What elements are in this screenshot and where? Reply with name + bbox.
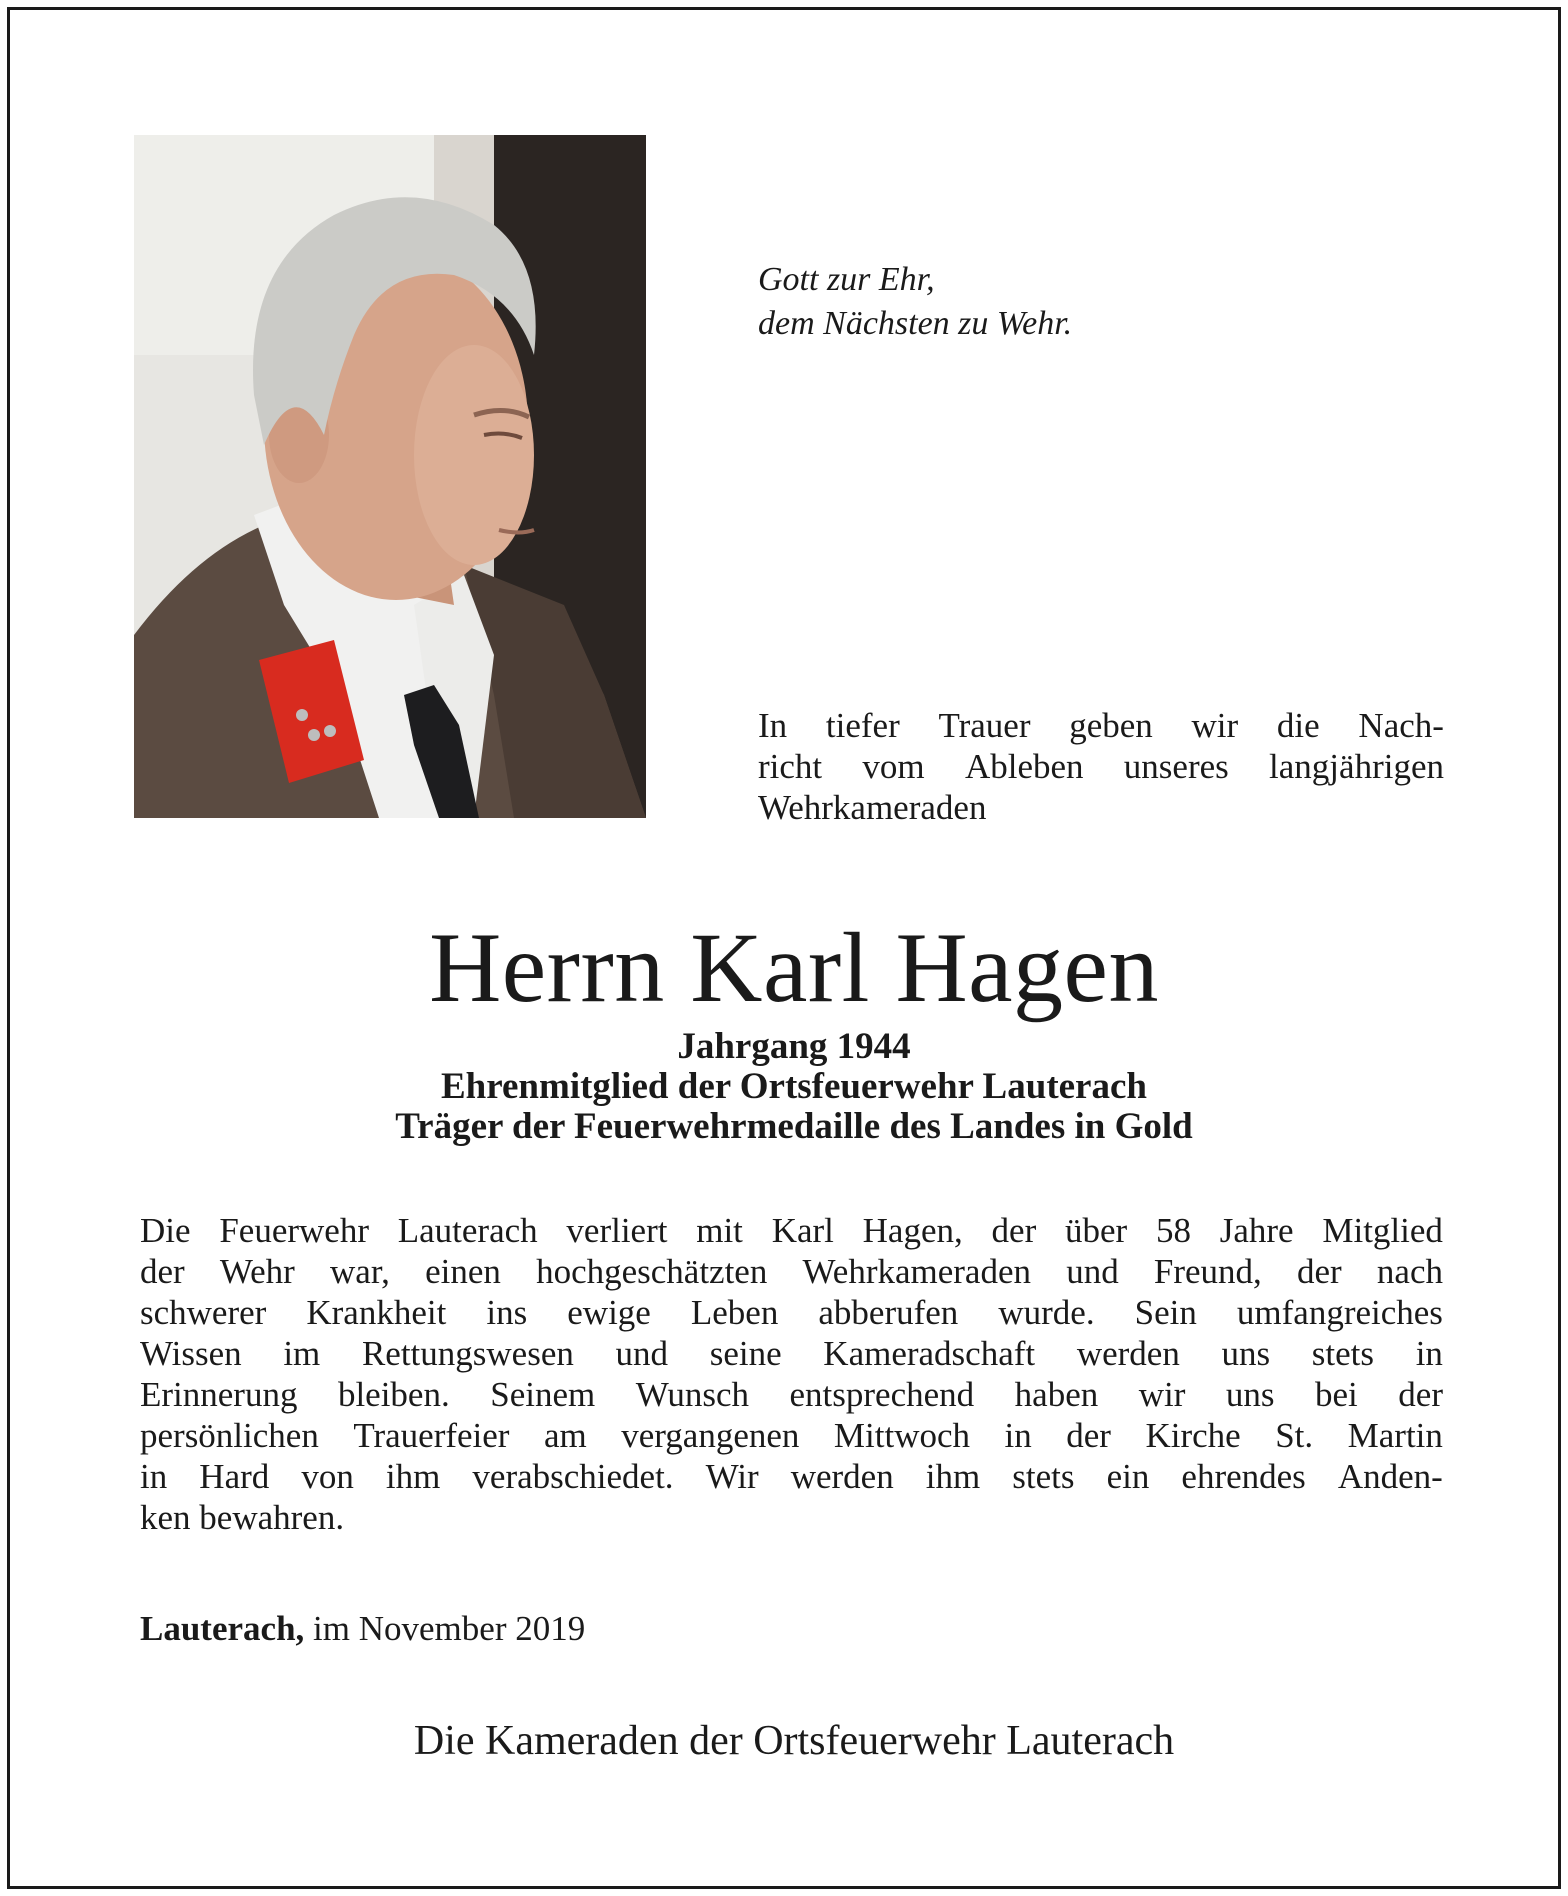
word: ihm: [925, 1457, 981, 1496]
intro-paragraph: [758, 705, 1444, 828]
word: Wehr: [219, 1252, 295, 1291]
word: ehrendes: [1181, 1457, 1306, 1496]
body-line: [140, 1210, 1443, 1251]
word: wir: [1138, 1375, 1186, 1414]
intro-line: [758, 705, 1444, 746]
word: geben: [1069, 706, 1153, 745]
word: Karl: [771, 1211, 834, 1250]
word: Seinem: [490, 1375, 596, 1414]
word: über: [1065, 1211, 1128, 1250]
word: und: [1066, 1252, 1119, 1291]
word: uns: [1221, 1334, 1271, 1373]
word: Wir: [705, 1457, 759, 1496]
word: Mitglied: [1322, 1211, 1443, 1250]
motto: [758, 258, 1458, 346]
word: persönlichen: [140, 1416, 319, 1455]
word: wurde.: [998, 1293, 1095, 1332]
word: seine: [709, 1334, 782, 1373]
body-line: [140, 1251, 1443, 1292]
word: tiefer: [825, 706, 900, 745]
word: Krankheit: [306, 1293, 447, 1332]
word: der: [1297, 1252, 1342, 1291]
portrait-photo: [134, 135, 646, 818]
word: der: [1398, 1375, 1443, 1414]
word: Hard: [199, 1457, 270, 1496]
word: Trauer: [938, 706, 1031, 745]
intro-line: [758, 746, 1444, 787]
place-date: [140, 1608, 585, 1649]
word: St.: [1275, 1416, 1314, 1455]
word: Wissen: [140, 1334, 242, 1373]
word: ein: [1106, 1457, 1150, 1496]
word: Sein: [1134, 1293, 1197, 1332]
word: im: [283, 1334, 321, 1373]
word: am: [543, 1416, 587, 1455]
word: einen: [425, 1252, 501, 1291]
body-line: [140, 1374, 1443, 1415]
word: der: [1066, 1416, 1111, 1455]
word: Kameradschaft: [823, 1334, 1036, 1373]
word: verliert: [566, 1211, 668, 1250]
signature: Die Kameraden der Ortsfeuerwehr Lauterach: [413, 1718, 1175, 1764]
word: 58: [1155, 1211, 1191, 1250]
word: wir: [1191, 706, 1239, 745]
word: bleiben.: [337, 1375, 450, 1414]
intro-line: Wehrkameraden: [758, 788, 987, 827]
word: Jahre: [1219, 1211, 1294, 1250]
word: nach: [1376, 1252, 1443, 1291]
place: Lauterach,: [140, 1609, 305, 1648]
word: umfangreiches: [1236, 1293, 1443, 1332]
word: Trauerfeier: [353, 1416, 510, 1455]
word: stets: [1311, 1334, 1375, 1373]
word: stets: [1012, 1457, 1075, 1496]
word: ewige: [567, 1293, 651, 1332]
word: werden: [790, 1457, 894, 1496]
honor-line: Träger der Feuerwehrmedaille des Landes in Gold: [395, 1106, 1193, 1147]
word: ins: [486, 1293, 528, 1332]
body-line: ken bewahren.: [140, 1498, 345, 1537]
word: haben: [1014, 1375, 1099, 1414]
obituary-text: [140, 1210, 1443, 1538]
word: in: [1004, 1416, 1032, 1455]
birth-year: Jahrgang 1944: [677, 1026, 911, 1067]
word: uns: [1225, 1375, 1275, 1414]
word: verabschiedet.: [472, 1457, 674, 1496]
deceased-name: Herrn Karl Hagen: [429, 912, 1159, 1023]
word: richt: [758, 747, 823, 786]
word: Leben: [690, 1293, 779, 1332]
word: Rettungswesen: [361, 1334, 574, 1373]
body-line: [140, 1292, 1443, 1333]
obituary-frame: [7, 7, 1561, 1889]
word: von: [301, 1457, 354, 1496]
date: im November 2019: [313, 1609, 586, 1648]
word: schwerer: [140, 1293, 267, 1332]
motto-line: Gott zur Ehr,: [758, 261, 935, 298]
word: war,: [330, 1252, 390, 1291]
word: ihm: [385, 1457, 441, 1496]
word: hochgeschätzten: [536, 1252, 768, 1291]
word: der: [991, 1211, 1037, 1250]
honors: [10, 1027, 1568, 1147]
body-line: [140, 1333, 1443, 1374]
word: abberufen: [818, 1293, 959, 1332]
word: mit: [696, 1211, 743, 1250]
word: Wehrkameraden: [802, 1252, 1031, 1291]
portrait-photo-icon: [134, 135, 646, 818]
word: Wunsch: [635, 1375, 750, 1414]
body-line: [140, 1415, 1443, 1456]
word: langjährigen: [1269, 747, 1444, 786]
body-line: [140, 1456, 1443, 1497]
word: Freund,: [1153, 1252, 1262, 1291]
word: Martin: [1347, 1416, 1443, 1455]
word: Nach-: [1358, 706, 1444, 745]
word: entsprechend: [789, 1375, 975, 1414]
word: Ableben: [964, 747, 1084, 786]
word: Erinnerung: [140, 1375, 298, 1414]
word: vom: [862, 747, 925, 786]
word: in: [140, 1457, 168, 1496]
word: Hagen,: [862, 1211, 963, 1250]
word: vergangenen: [621, 1416, 800, 1455]
word: bei: [1315, 1375, 1358, 1414]
word: Lauterach: [397, 1211, 538, 1250]
word: Anden-: [1337, 1457, 1443, 1496]
word: unseres: [1123, 747, 1229, 786]
word: In: [758, 706, 788, 745]
word: die: [1276, 706, 1320, 745]
word: Mittwoch: [833, 1416, 971, 1455]
word: werden: [1076, 1334, 1180, 1373]
word: und: [615, 1334, 669, 1373]
word: Feuerwehr: [219, 1211, 369, 1250]
word: Kirche: [1145, 1416, 1241, 1455]
honor-line: Ehrenmitglied der Ortsfeuerwehr Lauterach: [441, 1066, 1147, 1107]
word: der: [140, 1252, 185, 1291]
word: Die: [140, 1211, 191, 1250]
motto-line: dem Nächsten zu Wehr.: [758, 305, 1073, 342]
word: in: [1415, 1334, 1443, 1373]
